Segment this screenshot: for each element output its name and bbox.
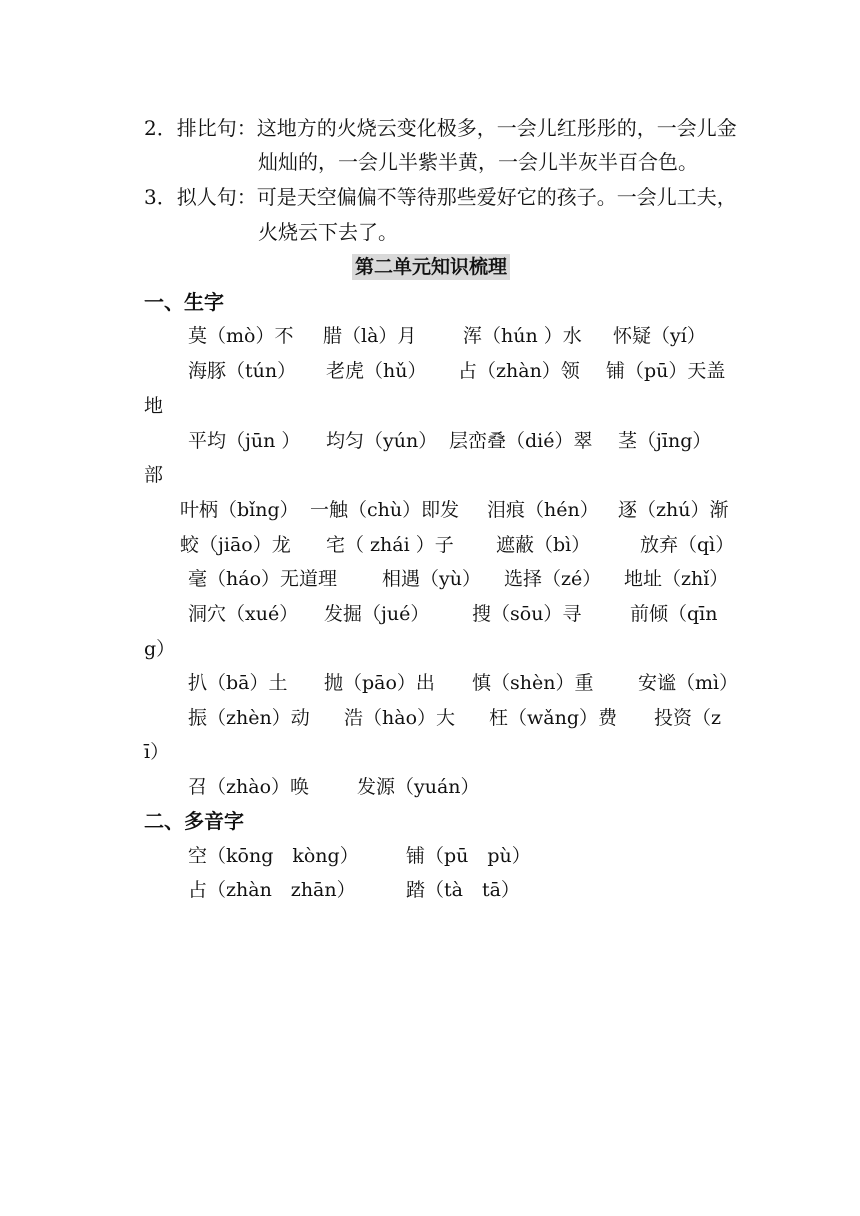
vocab-item: 地址（zhǐ）: [624, 568, 729, 590]
vocab-item: 洞穴（xué）: [188, 603, 299, 625]
vocab-item: 泪痕（hén）: [487, 499, 599, 521]
vocab-row-wrap: [0, 738, 860, 766]
section-heading-new-characters: 一、生字: [144, 290, 224, 314]
vocab-row: [0, 773, 860, 801]
vocab-row: [0, 427, 860, 455]
vocab-item-wrap: g）: [144, 638, 176, 660]
vocab-item: 海豚（tún）: [188, 360, 297, 382]
vocab-item: 占（zhàn）领: [458, 360, 580, 382]
section-heading-polyphones: 二、多音字: [144, 809, 244, 833]
vocab-item-wrap: ī）: [144, 741, 170, 763]
polyphone-item: 空（kōng kòng）: [188, 845, 359, 867]
polyphone-item: 占（zhàn zhān）: [188, 879, 356, 901]
vocab-item: 平均（jūn ）: [188, 430, 301, 452]
vocab-item: 老虎（hǔ）: [326, 360, 427, 382]
polyphone-row: [0, 876, 860, 904]
unit-title: 第二单元知识梳理: [352, 254, 510, 280]
vocab-item: 发掘（jué）: [324, 603, 430, 625]
sentence-2-line-1: 2．排比句：这地方的火烧云变化极多，一会儿红彤彤的，一会儿金: [144, 116, 737, 140]
vocab-row-wrap: [0, 461, 860, 489]
vocab-row: [0, 531, 860, 559]
vocab-item: 均匀（yún）: [326, 430, 438, 452]
vocab-item: 铺（pū）天盖: [606, 360, 726, 382]
vocab-item: 前倾（qīn: [630, 603, 718, 625]
vocab-row: [0, 565, 860, 593]
polyphone-item: 铺（pū pù）: [406, 845, 531, 867]
vocab-item: 选择（zé）: [504, 568, 602, 590]
vocab-item: 召（zhào）唤: [188, 776, 310, 798]
vocab-item: 浩（hào）大: [344, 707, 456, 729]
vocab-item: 扒（bā）土: [188, 672, 288, 694]
vocab-row-wrap: [0, 392, 860, 420]
vocab-item: 毫（háo）无道理: [188, 568, 338, 590]
vocab-item: 腊（là）月: [323, 325, 417, 347]
vocab-item: 一触（chù）即发: [310, 499, 460, 521]
vocab-item: 蛟（jiāo）龙: [180, 534, 291, 556]
vocab-item: 抛（pāo）出: [324, 672, 435, 694]
vocab-item: 层峦叠（dié）翠: [449, 430, 593, 452]
vocab-item: 浑（hún ）水: [463, 325, 582, 347]
vocab-item: 搜（sōu）寻: [472, 603, 582, 625]
vocab-item: 莫（mò）不: [188, 325, 294, 347]
vocab-item: 怀疑（yí）: [613, 325, 706, 347]
vocab-item: 慎（shèn）重: [472, 672, 594, 694]
vocab-row: [0, 669, 860, 697]
vocab-item: 逐（zhú）渐: [618, 499, 729, 521]
vocab-item: 叶柄（bǐng）: [180, 499, 299, 521]
vocab-item: 放弃（qì）: [640, 534, 735, 556]
vocab-item: 振（zhèn）动: [188, 707, 310, 729]
vocab-item: 相遇（yù）: [382, 568, 481, 590]
sentence-3-line-1: 3．拟人句：可是天空偏偏不等待那些爱好它的孩子。一会儿工夫，: [144, 185, 737, 209]
vocab-item-wrap: 部: [144, 464, 164, 486]
vocab-item: 遮蔽（bì）: [496, 534, 591, 556]
vocab-row-wrap: [0, 635, 860, 663]
vocab-row: [0, 357, 860, 385]
vocab-row: [0, 496, 860, 524]
vocab-item: 投资（z: [654, 707, 722, 729]
vocab-item: 宅（ zhái ）子: [326, 534, 454, 556]
polyphone-row: [0, 842, 860, 870]
vocab-row: [0, 322, 860, 350]
vocab-item: 枉（wǎng）费: [489, 707, 617, 729]
vocab-row: [0, 704, 860, 732]
polyphone-item: 踏（tà tā）: [406, 879, 520, 901]
vocab-item: 发源（yuán）: [357, 776, 480, 798]
sentence-3-line-2: 火烧云下去了。: [258, 220, 398, 244]
vocab-item-wrap: 地: [144, 395, 164, 417]
sentence-2-line-2: 灿灿的，一会儿半紫半黄，一会儿半灰半百合色。: [258, 150, 698, 174]
vocab-row: [0, 600, 860, 628]
vocab-item: 安谧（mì）: [638, 672, 739, 694]
vocab-item: 茎（jīng）: [618, 430, 712, 452]
